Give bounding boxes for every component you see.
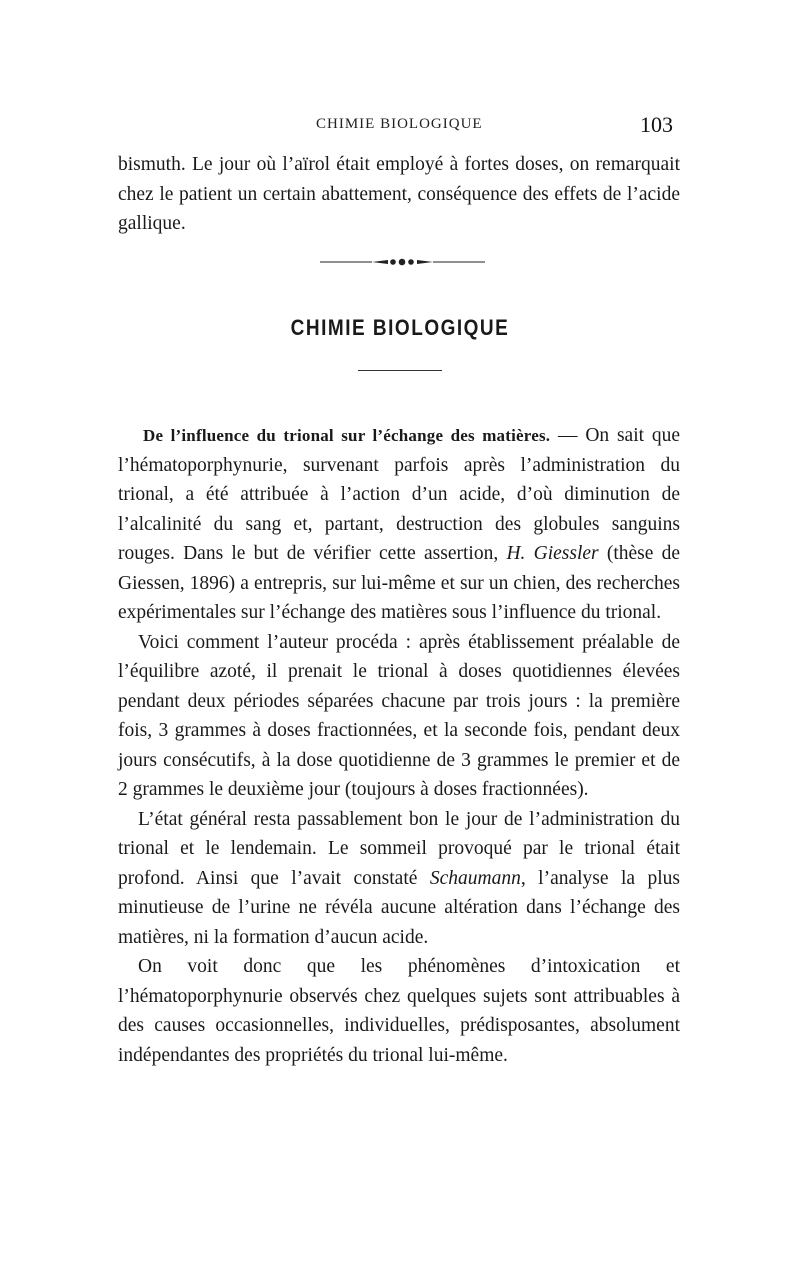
article-paragraph-2: Voici comment l’auteur procéda : après établissement préalable de l’équilibre azoté, il prenait le trional à doses quotidiennes élevées pendant deux périodes séparées chacune par trois jours : la première fois, 3 grammes à doses fractionnées, et la seconde fois, pendant deux jours consécutifs, à la dose quotidienne de 3 grammes le premier et de 2 grammes le deuxième jour (toujours à doses fractionnées). [118,631,680,800]
paragraph-text: (thèse de Giessen, 1896) a entrepris, sur lui-même et sur un chien, des recherches expérimentales sur l’échange des matières sous l’influence du trional. [118,543,681,623]
paragraph-text: L’état général resta passablement bon le jour de l’administration du trional et le lendemain. Le sommeil provoqué par le trional était profond. Ainsi que l’avait constaté [118,808,680,889]
running-head: CHIMIE BIOLOGIQUE [316,116,483,132]
article-paragraph-3 [118,805,680,953]
paragraph-text: — On sait que l’hématoporphynurie, survenant parfois après l’administration du trional, a été attribuée à l’action d’un acide, d’où diminution de l’alcalinité du sang et, partant, destruction des globules sanguins rouges. Dans le but de vérifier cette assertion, [118,425,680,564]
article-paragraph-1 [118,421,680,628]
title-rule [358,370,442,371]
author-name: Schaumann [429,867,521,889]
ornament-divider [320,256,485,268]
article-paragraph-4: On voit donc que les phénomènes d’intoxication et l’hématoporphynurie observés chez quelques sujets sont attribuables à des causes occasionnelles, individuelles, prédisposantes, absolument indépendantes des propriétés du trional lui-même. [118,956,680,1066]
section-title: CHIMIE BIOLOGIQUE [290,316,510,341]
article [118,421,680,1070]
article-heading: De l’influence du trional sur l’échange des matières. [143,426,551,445]
author-name: H. Giessler [506,543,599,564]
intro-paragraph: bismuth. Le jour où l’aïrol était employé à fortes doses, on remarquait chez le patient un certain abattement, conséquence des effets de l’acide gallique. [118,154,680,234]
page-number: 103 [640,112,673,137]
paragraph-text: , l’analyse la plus minutieuse de l’urine ne révéla aucune altération dans l’échange des matières, ni la formation d’aucun acide. [118,867,680,948]
